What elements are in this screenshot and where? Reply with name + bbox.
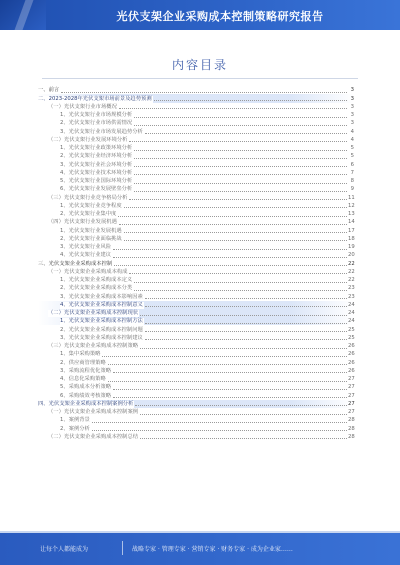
toc-entry[interactable] (38, 119, 354, 127)
toc-entry[interactable] (38, 210, 354, 218)
toc-entry-page: 24 (348, 301, 355, 308)
toc-entry-label: 6、采购绩效考核策略 (60, 392, 112, 399)
toc-entry-label: （一）光伏支架企业采购成本构成 (48, 268, 128, 275)
toc-entry-label: 2、案例分析 (60, 425, 90, 432)
toc-entry-label: 1、光伏支架企业采购成本定义 (60, 277, 133, 283)
toc-entry-label: 2、光伏支架行业经济环境分析 (60, 153, 133, 160)
toc-leader-dots (124, 240, 347, 241)
toc-entry-label: 4、信息化采购策略 (60, 376, 106, 382)
toc-leader-dots (119, 108, 347, 109)
toc-entry[interactable] (38, 144, 354, 152)
toc-entry-label: 3、光伏支架行业风险 (60, 244, 112, 250)
toc-leader-dots (134, 117, 347, 118)
toc-leader-dots (145, 133, 347, 134)
toc-leader-dots (134, 191, 347, 192)
toc-entry-page: 23 (348, 285, 355, 292)
toc-entry-page: 3 (350, 103, 354, 110)
toc-leader-dots (140, 438, 347, 439)
toc-entry-label: 1、光伏支架行业市场规模分析 (60, 112, 133, 118)
toc-entry[interactable] (38, 177, 354, 185)
toc-entry[interactable] (38, 375, 354, 383)
toc-entry[interactable] (38, 358, 354, 366)
toc-leader-dots (145, 306, 347, 307)
toc-entry-page: 6 (350, 161, 354, 168)
toc-entry[interactable] (38, 86, 354, 94)
toc-entry-label: 1、光伏支架行业竞争程度 (60, 202, 122, 209)
toc-entry[interactable] (38, 400, 354, 408)
toc-entry-page: 3 (350, 95, 354, 102)
toc-entry-label: 3、光伏支架企业采购成本控制建议 (60, 334, 143, 341)
toc-leader-dots (113, 372, 347, 373)
toc-leader-dots (102, 356, 347, 357)
toc-entry-label: 3、光伏支架企业采购成本影响因素 (60, 293, 143, 300)
toc-entry[interactable] (38, 342, 354, 350)
toc-entry-page: 12 (348, 202, 355, 209)
toc-entry-label: 4、光伏支架行业建议 (60, 252, 112, 259)
toc-entry-label: 6、光伏支架行业发展壁垒分析 (60, 186, 133, 193)
toc-entry[interactable] (38, 94, 354, 102)
toc-entry[interactable] (38, 292, 354, 300)
toc-entry[interactable] (38, 408, 354, 416)
toc-leader-dots (129, 273, 347, 274)
toc-entry-page: 23 (348, 293, 355, 300)
toc-leader-dots (114, 265, 347, 266)
toc-entry-label: 四、光伏支架企业采购成本控制案例分析 (38, 400, 134, 407)
toc-entry-label: 2、光伏支架行业面临挑战 (60, 235, 122, 242)
toc-entry-label: 二、2023-2028年光伏支架市场前景及趋势预测 (38, 95, 152, 102)
toc-entry-page: 4 (350, 136, 354, 143)
toc-entry[interactable] (38, 169, 354, 177)
toc-entry[interactable] (38, 226, 354, 234)
toc-entry[interactable] (38, 193, 354, 201)
toc-leader-dots (134, 166, 347, 167)
toc-leader-dots (134, 290, 347, 291)
toc-leader-dots (145, 339, 347, 340)
toc-entry-page: 25 (348, 326, 355, 333)
toc-entry-label: 1、案例背景 (60, 417, 90, 424)
toc-entry-page: 27 (348, 384, 355, 391)
toc-leader-dots (140, 414, 347, 415)
footer-band (0, 531, 400, 565)
toc-entry-page: 26 (348, 343, 355, 349)
toc-entry-label: 三、光伏支架企业采购成本控制 (38, 260, 113, 267)
toc-entry-page: 26 (348, 359, 355, 366)
toc-entry-label: 5、采购成本分析策略 (60, 384, 112, 391)
toc-entry[interactable] (38, 367, 354, 375)
toc-entry-page: 24 (348, 310, 355, 316)
toc-entry-label: 2、光伏支架行业集中度 (60, 211, 117, 217)
toc-entry[interactable] (38, 235, 354, 243)
toc-entry[interactable] (38, 383, 354, 391)
toc-entry-label: （二）光伏支架企业采购成本控制现状 (48, 310, 139, 316)
toc-entry-label: 2、光伏支架企业采购成本控制问题 (60, 326, 143, 333)
toc-entry[interactable] (38, 391, 354, 399)
toc-entry-label: （四）光伏支架行业发展机遇 (48, 219, 117, 226)
toc-entry-label: 1、集中采购策略 (60, 351, 101, 358)
toc-entry[interactable] (38, 424, 354, 432)
toc-entry-label: 3、光伏支架行业市场发展趋势分析 (60, 128, 143, 135)
toc-entry[interactable] (38, 103, 354, 111)
toc-title: 内容目录 (171, 58, 228, 72)
toc-entry-page: 18 (348, 235, 355, 242)
toc-entry[interactable] (38, 276, 354, 284)
toc-leader-dots (134, 150, 347, 151)
toc-entry-label: 3、光伏支架行业社会环境分析 (60, 161, 133, 168)
toc-entry[interactable] (38, 325, 354, 333)
toc-leader-dots (124, 207, 347, 208)
toc-leader-dots (145, 331, 347, 332)
toc-entry[interactable] (38, 185, 354, 193)
toc-entry-page: 24 (348, 318, 355, 325)
toc-leader-dots (92, 422, 347, 423)
toc-leader-dots (134, 125, 347, 126)
toc-entry-label: （三）光伏支架行业竞争格局分析 (48, 194, 128, 201)
footer-slogan-right: 战略专家 · 管理专家 · 营销专家 · 财务专家 · 成为企业家…… (132, 546, 293, 553)
toc-leader-dots (145, 323, 347, 324)
toc-leader-dots (145, 298, 347, 299)
toc-entry[interactable] (38, 416, 354, 424)
footer-slogan-left: 让每个人都能成为 (40, 546, 89, 553)
toc-entry[interactable] (38, 309, 354, 317)
toc-entry[interactable] (38, 218, 354, 226)
toc-entry-page: 5 (350, 145, 354, 151)
toc-entry-page: 27 (348, 400, 355, 407)
toc-entry[interactable] (38, 202, 354, 210)
toc-entry-page: 11 (348, 194, 355, 201)
toc-leader-dots (113, 257, 347, 258)
toc-entry-page: 27 (348, 392, 355, 399)
toc-entry-label: 2、光伏支架企业采购成本分类 (60, 285, 133, 292)
toc-entry-page: 3 (350, 120, 354, 127)
toc-leader-dots (134, 183, 347, 184)
toc-leader-dots (140, 348, 347, 349)
toc-entry[interactable] (38, 268, 354, 276)
toc-leader-dots (129, 141, 347, 142)
toc-entry-page: 3 (350, 112, 354, 118)
toc-entry-page: 3 (350, 87, 354, 94)
toc-entry-page: 9 (350, 186, 354, 193)
toc-entry[interactable] (38, 350, 354, 358)
toc-entry-page: 17 (348, 227, 355, 234)
toc-leader-dots (134, 174, 347, 175)
toc-leader-dots (61, 92, 347, 93)
toc-entry-label: （三）光伏支架企业采购成本控制策略 (48, 343, 139, 349)
toc-entry[interactable] (38, 251, 354, 259)
toc-entry-page: 25 (348, 334, 355, 341)
toc-entry-page: 20 (348, 252, 355, 259)
toc-entry[interactable] (38, 243, 354, 251)
toc-leader-dots (124, 232, 347, 233)
toc-entry-label: 1、光伏支架行业政策环境分析 (60, 145, 133, 151)
toc-entry-page: 14 (348, 219, 355, 226)
toc-leader-dots (140, 315, 347, 316)
toc-entry[interactable] (38, 127, 354, 135)
toc-entry-page: 7 (350, 169, 354, 176)
header-band (0, 0, 400, 30)
toc-entry-page: 26 (348, 367, 355, 374)
toc-leader-dots (113, 389, 347, 390)
toc-entry-label: 4、光伏支架行业技术环境分析 (60, 169, 133, 176)
header-accent (0, 0, 46, 30)
toc-entry[interactable] (38, 111, 354, 119)
toc-entry-page: 13 (348, 211, 355, 217)
toc-entry-page: 22 (348, 260, 355, 267)
toc-entry-page: 19 (348, 244, 355, 250)
toc-entry-page: 28 (348, 425, 355, 432)
toc-entry-label: 1、光伏支架行业发展机遇 (60, 227, 122, 234)
toc-leader-dots (129, 199, 347, 200)
toc-entry[interactable] (38, 160, 354, 168)
toc-entry-page: 4 (350, 128, 354, 135)
toc-entry-page: 22 (348, 277, 355, 283)
toc-entry-label: 4、光伏支架企业采购成本控制意义 (60, 301, 143, 308)
toc-entry-page: 27 (348, 409, 355, 415)
toc-entry-label: 3、采购流程优化策略 (60, 367, 112, 374)
toc-entry-label: （一）光伏支架行业市场概况 (48, 103, 117, 110)
toc-entry[interactable] (38, 152, 354, 160)
toc-leader-dots (113, 249, 347, 250)
toc-divider (42, 78, 358, 79)
table-of-contents (38, 86, 354, 441)
toc-leader-dots (119, 224, 347, 225)
toc-entry-label: 1、光伏支架企业采购成本控制方法 (60, 318, 143, 325)
toc-leader-dots (108, 364, 347, 365)
toc-leader-dots (108, 381, 347, 382)
toc-entry-label: （二）光伏支架企业采购成本控制总结 (48, 433, 139, 440)
toc-leader-dots (134, 282, 347, 283)
toc-entry[interactable] (38, 301, 354, 309)
toc-entry[interactable] (38, 259, 354, 267)
toc-entry-page: 28 (348, 417, 355, 424)
toc-entry[interactable] (38, 317, 354, 325)
toc-entry-page: 26 (348, 351, 355, 358)
toc-entry-page: 28 (348, 433, 355, 440)
toc-entry-page: 22 (348, 268, 355, 275)
toc-leader-dots (92, 430, 347, 431)
toc-entry-label: （二）光伏支架行业发展环境分析 (48, 136, 128, 143)
toc-entry-label: 2、供应商管理策略 (60, 359, 106, 366)
toc-leader-dots (113, 397, 347, 398)
toc-entry-page: 8 (350, 178, 354, 184)
toc-entry-label: 2、光伏支架行业市场供需情况 (60, 120, 133, 127)
toc-leader-dots (135, 405, 347, 406)
toc-leader-dots (134, 158, 347, 159)
toc-entry[interactable] (38, 433, 354, 441)
report-title: 光伏支架企业采购成本控制策略研究报告 (116, 10, 324, 23)
toc-entry-label: 一、前言 (38, 87, 60, 94)
toc-entry[interactable] (38, 136, 354, 144)
toc-entry[interactable] (38, 334, 354, 342)
footer-separator (122, 541, 123, 555)
toc-entry-page: 27 (348, 376, 355, 382)
toc-leader-dots (118, 216, 347, 217)
toc-leader-dots (154, 100, 347, 101)
toc-entry-label: 5、光伏支架行业国际环境分析 (60, 178, 133, 184)
toc-entry-page: 5 (350, 153, 354, 160)
toc-entry[interactable] (38, 284, 354, 292)
toc-entry-label: （一）光伏支架企业采购成本控制案例 (48, 409, 139, 415)
